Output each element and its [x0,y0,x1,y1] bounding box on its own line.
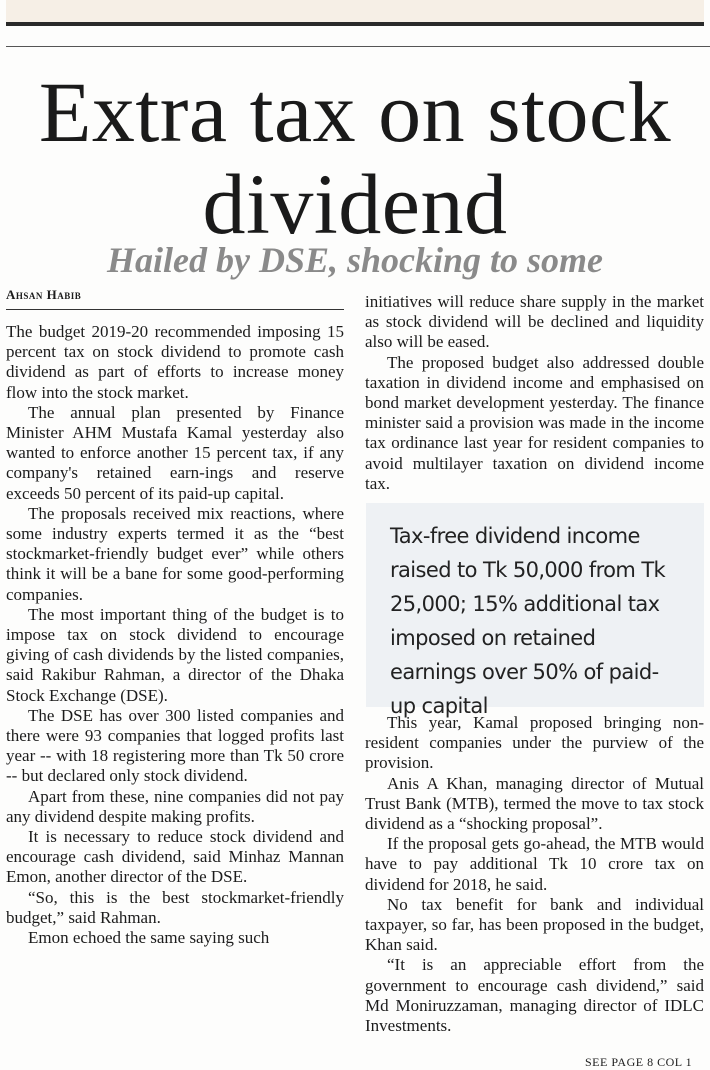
byline-rule [6,309,344,310]
header-band [6,0,704,22]
byline: Ahsan Habib [6,287,82,302]
paragraph: Anis A Khan, managing director of Mutual Trust Bank (MTB), termed the move to tax stock dividend as a “shocking proposal”. [365,773,704,834]
pull-quote-box [366,503,704,718]
article-column-2-top [365,292,704,494]
paragraph: Apart from these, nine companies did not pay any dividend despite making profits. [6,786,344,826]
paragraph: The DSE has over 300 listed companies and there were 93 companies that logged profits last year -- with 18 registering more than Tk 50 crore -- but declared only stock dividend. [6,705,344,786]
paragraph: This year, Kamal proposed bringing non-resident companies under the purview of the provision. [365,713,704,773]
headline-line-1: Extra tax on stock [38,64,672,160]
paragraph: No tax benefit for bank and individual taxpayer, so far, has been proposed in the budget, Khan said. [365,894,704,955]
article-column-1 [6,322,344,948]
pull-quote-text: Tax-free dividend income raised to Tk 50,000 from Tk 25,000; 15% additional tax imposed on retained earnings over 50% of paid-up capital [390,524,666,718]
section-rule [6,46,710,47]
subheadline: Hailed by DSE, shocking to some [106,240,604,280]
paragraph: Emon echoed the same saying such [28,928,270,948]
paragraph: The proposals received mix reactions, where some industry experts termed it as the “best stockmarket-friendly budget ever” while others think it will be a bane for some good-performing companies. [6,503,344,604]
paragraph: The annual plan presented by Finance Minister AHM Mustafa Kamal yesterday also wanted to enforce another 15 percent tax, if any company's retained earn-ings and reserve exceeds 50 percent of its paid-up capital. [6,402,344,503]
paragraph: The most important thing of the budget is to impose tax on stock dividend to encourage giving of cash dividends by the listed companies, said Rakibur Rahman, a director of the Dhaka Stock Exchange (DSE). [6,604,344,705]
paragraph: It is necessary to reduce stock dividend and encourage cash dividend, said Minhaz Mannan Emon, another director of the DSE. [6,827,344,887]
headline [0,66,710,250]
paragraph: The budget 2019-20 recommended imposing 15 percent tax on stock dividend to promote cash dividend as part of efforts to increase money flow into the stock market. [6,322,344,402]
headline-line-2: dividend [202,156,508,252]
paragraph: initiatives will reduce share supply in the market as stock dividend will be declined and liquidity also will be eased. [365,292,704,352]
paragraph: The proposed budget also addressed double taxation in dividend income and emphasised on bond market development yesterday. The finance minister said a provision was made in the income tax ordinance last year for resident companies to avoid multilayer taxation on dividend income tax. [365,352,704,493]
continuation-note: SEE PAGE 8 COL 1 [585,1055,693,1069]
header-rule [6,22,704,26]
paragraph: “It is an appreciable effort from the government to encourage cash dividend,” said Md Moniruzzaman, managing director of IDLC Investments. [365,955,704,1036]
paragraph: “So, this is the best stockmarket-friendly budget,” said Rahman. [6,887,344,927]
paragraph: If the proposal gets go-ahead, the MTB would have to pay additional Tk 10 crore tax on dividend for 2018, he said. [365,834,704,894]
article-column-2-bottom [365,713,704,1036]
